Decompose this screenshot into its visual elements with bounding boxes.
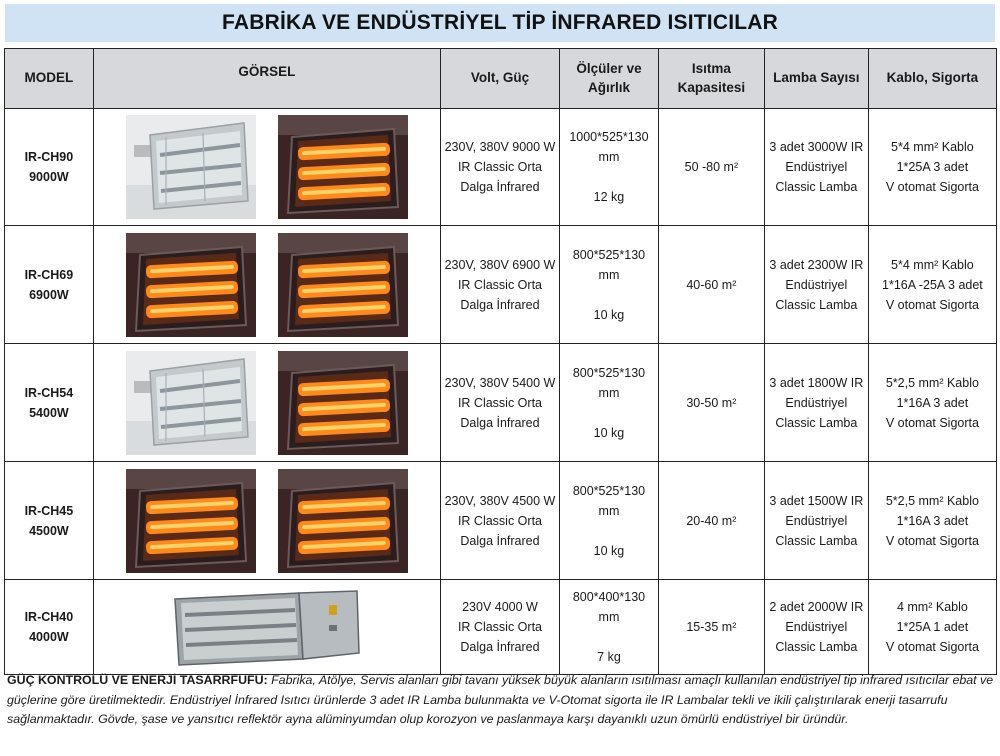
cell-cable bbox=[868, 344, 996, 462]
cell-model bbox=[5, 109, 94, 226]
col-header-volt: Volt, Güç bbox=[440, 49, 559, 109]
col-header-dims bbox=[560, 49, 659, 109]
volt-line1: 230V, 380V 6900 W bbox=[444, 257, 556, 272]
cell-lamps bbox=[764, 344, 868, 462]
cell-capacity bbox=[658, 344, 764, 462]
dimensions-line1: 800*525*130 mm bbox=[572, 365, 646, 400]
cable-line3: V otomat Sigorta bbox=[885, 533, 979, 548]
lamps-line1: 3 adet 1500W IR bbox=[769, 493, 864, 508]
cell-capacity bbox=[658, 109, 764, 226]
volt-line1: 230V 4000 W bbox=[462, 600, 538, 614]
glowing-heater-icon bbox=[278, 469, 408, 573]
cable-line2: 1*16A 3 adet bbox=[896, 395, 969, 410]
col-header-dims-line2: Ağırlık bbox=[587, 79, 630, 95]
glowing-heater-icon bbox=[278, 233, 408, 337]
cell-cable bbox=[868, 226, 996, 344]
cable-line2: 1*16A -25A 3 adet bbox=[882, 277, 983, 292]
dimensions-line1: 800*400*130 mm bbox=[572, 590, 646, 624]
cell-capacity bbox=[658, 462, 764, 580]
cable-line2: 1*25A 3 adet bbox=[896, 160, 969, 174]
cell-cable bbox=[868, 580, 996, 675]
silver-heater-icon bbox=[126, 351, 256, 455]
cable-line1: 5*4 mm² Kablo bbox=[891, 140, 974, 154]
lamps-line3: Classic Lamba bbox=[775, 640, 858, 654]
model-code: IR-CH69 bbox=[24, 267, 74, 282]
col-header-cable: Kablo, Sigorta bbox=[868, 49, 996, 109]
volt-line3: Dalga İnfrared bbox=[460, 180, 540, 194]
capacity-value: 20-40 m² bbox=[686, 513, 737, 528]
cable-line1: 5*2,5 mm² Kablo bbox=[885, 493, 979, 508]
cell-dimensions bbox=[560, 462, 659, 580]
cable-line3: V otomat Sigorta bbox=[885, 297, 979, 312]
table-row bbox=[5, 109, 997, 226]
volt-line2: IR Classic Orta bbox=[457, 513, 542, 528]
glowing-heater-icon bbox=[278, 351, 408, 455]
capacity-value: 50 -80 m² bbox=[684, 160, 739, 174]
model-code: IR-CH90 bbox=[24, 150, 74, 164]
cable-line2: 1*16A 3 adet bbox=[896, 513, 969, 528]
product-spec-table bbox=[4, 48, 997, 675]
cable-line2: 1*25A 1 adet bbox=[896, 620, 969, 634]
cable-line1: 5*4 mm² Kablo bbox=[891, 257, 974, 272]
product-images bbox=[97, 351, 437, 455]
volt-line3: Dalga İnfrared bbox=[460, 533, 540, 548]
lamps-line1: 2 adet 2000W IR bbox=[769, 600, 864, 614]
cell-cable bbox=[868, 462, 996, 580]
volt-line2: IR Classic Orta bbox=[457, 395, 542, 410]
weight: 10 kg bbox=[593, 307, 625, 322]
model-code: IR-CH45 bbox=[24, 503, 74, 518]
col-header-dims-line1: Ölçüler ve bbox=[576, 61, 642, 77]
glowing-heater-icon bbox=[126, 469, 256, 573]
energy-saving-note bbox=[7, 671, 995, 730]
weight: 12 kg bbox=[593, 190, 625, 204]
cell-visual bbox=[93, 344, 440, 462]
col-header-capacity-line1: Isıtma bbox=[691, 61, 731, 77]
product-images bbox=[97, 469, 437, 573]
volt-line2: IR Classic Orta bbox=[457, 620, 542, 634]
cell-volt bbox=[440, 344, 559, 462]
lamps-line2: Endüstriyel bbox=[785, 513, 848, 528]
cell-dimensions bbox=[560, 344, 659, 462]
model-power: 9000W bbox=[29, 170, 69, 184]
volt-line1: 230V, 380V 9000 W bbox=[444, 140, 556, 154]
volt-line2: IR Classic Orta bbox=[457, 277, 542, 292]
product-images bbox=[97, 115, 437, 219]
cell-visual bbox=[93, 462, 440, 580]
cell-model bbox=[5, 462, 94, 580]
model-power: 6900W bbox=[29, 287, 69, 302]
cell-volt bbox=[440, 109, 559, 226]
col-header-lamps: Lamba Sayısı bbox=[764, 49, 868, 109]
weight: 7 kg bbox=[597, 650, 621, 664]
cable-line3: V otomat Sigorta bbox=[885, 180, 979, 194]
product-images bbox=[97, 233, 437, 337]
glowing-heater-icon bbox=[126, 233, 256, 337]
lamps-line2: Endüstriyel bbox=[785, 160, 848, 174]
page-title: FABRİKA VE ENDÜSTRİYEL TİP İNFRARED ISITICILAR bbox=[221, 11, 779, 34]
model-code: IR-CH54 bbox=[24, 385, 74, 400]
col-header-visual: GÖRSEL bbox=[93, 49, 440, 109]
cell-visual bbox=[93, 109, 440, 226]
model-code: IR-CH40 bbox=[24, 610, 74, 624]
cable-line3: V otomat Sigorta bbox=[885, 640, 979, 654]
cell-cable bbox=[868, 109, 996, 226]
capacity-value: 30-50 m² bbox=[686, 395, 737, 410]
model-power: 5400W bbox=[29, 405, 69, 420]
lamps-line2: Endüstriyel bbox=[785, 395, 848, 410]
table-row bbox=[5, 462, 997, 580]
dimensions-line1: 800*525*130 mm bbox=[572, 483, 646, 518]
cell-dimensions bbox=[560, 109, 659, 226]
weight: 10 kg bbox=[593, 425, 625, 440]
volt-line1: 230V, 380V 4500 W bbox=[444, 493, 556, 508]
table-header-row bbox=[5, 49, 997, 109]
col-header-capacity-line2: Kapasitesi bbox=[677, 79, 746, 95]
energy-saving-text: Fabrika, Atölye, Servis alanları gibi tavanı yüksek büyük alanların ısıtılması amaçlı kullanılan endüstriyel tip infrared ısıtıcılar ebat ve güçlerine göre üretilmektedir. Endüstriyel İnfrared Isıtıcı ürünlerde 3 adet IR Lamba bulunmakta ve V-Otomat sigorta ile IR Lambalar tekli ve ikili çalıştırılarak enerji tasarrufu sağlanmaktadır. Gövde, şase ve yansıtıcı reflektör ayna alüminyumdan olup korozyon ve paslanmaya karşı dayanıklı uzun ömürlü endüstriyel bir üründür. bbox=[7, 673, 994, 726]
product-images bbox=[97, 585, 437, 669]
model-power: 4000W bbox=[29, 630, 69, 644]
cell-dimensions bbox=[560, 580, 659, 675]
volt-line3: Dalga İnfrared bbox=[460, 640, 540, 654]
model-power: 4500W bbox=[29, 523, 69, 538]
lamps-line1: 3 adet 3000W IR bbox=[769, 140, 864, 154]
col-header-capacity bbox=[658, 49, 764, 109]
lamps-line3: Classic Lamba bbox=[775, 297, 858, 312]
volt-line2: IR Classic Orta bbox=[457, 160, 542, 174]
silver-heater-icon bbox=[126, 115, 256, 219]
lamps-line3: Classic Lamba bbox=[775, 180, 858, 194]
capacity-value: 40-60 m² bbox=[686, 277, 737, 292]
cell-volt bbox=[440, 462, 559, 580]
cell-capacity bbox=[658, 226, 764, 344]
volt-line1: 230V, 380V 5400 W bbox=[444, 375, 556, 390]
cell-model bbox=[5, 226, 94, 344]
col-header-model: MODEL bbox=[5, 49, 94, 109]
cell-lamps bbox=[764, 462, 868, 580]
lamps-line3: Classic Lamba bbox=[775, 533, 858, 548]
glowing-heater-icon bbox=[278, 115, 408, 219]
cell-lamps bbox=[764, 580, 868, 675]
capacity-value: 15-35 m² bbox=[686, 620, 737, 634]
dimensions-line2: mm bbox=[598, 150, 620, 164]
cell-model bbox=[5, 580, 94, 675]
lamps-line1: 3 adet 1800W IR bbox=[769, 375, 864, 390]
energy-saving-heading: GÜÇ KONTROLÜ VE ENERJİ TASARRFUFU: bbox=[7, 673, 268, 687]
cell-lamps bbox=[764, 109, 868, 226]
volt-line3: Dalga İnfrared bbox=[460, 415, 540, 430]
page-title-bar bbox=[5, 4, 995, 42]
lamps-line2: Endüstriyel bbox=[785, 620, 848, 634]
cell-lamps bbox=[764, 226, 868, 344]
table-row bbox=[5, 344, 997, 462]
cable-line1: 5*2,5 mm² Kablo bbox=[885, 375, 979, 390]
cell-capacity bbox=[658, 580, 764, 675]
table-row bbox=[5, 226, 997, 344]
lamps-line2: Endüstriyel bbox=[785, 277, 848, 292]
cable-line1: 4 mm² Kablo bbox=[896, 600, 968, 614]
cell-model bbox=[5, 344, 94, 462]
cell-visual bbox=[93, 580, 440, 675]
volt-line3: Dalga İnfrared bbox=[460, 297, 540, 312]
cell-visual bbox=[93, 226, 440, 344]
lamps-line3: Classic Lamba bbox=[775, 415, 858, 430]
cell-dimensions bbox=[560, 226, 659, 344]
table-row bbox=[5, 580, 997, 675]
dimensions-line1: 800*525*130 mm bbox=[572, 247, 646, 282]
weight: 10 kg bbox=[593, 543, 625, 558]
dimensions-line1: 1000*525*130 bbox=[569, 130, 649, 144]
cable-line3: V otomat Sigorta bbox=[885, 415, 979, 430]
twin-heater-product-icon bbox=[169, 585, 365, 669]
lamps-line1: 3 adet 2300W IR bbox=[769, 257, 864, 272]
cell-volt bbox=[440, 226, 559, 344]
cell-volt bbox=[440, 580, 559, 675]
